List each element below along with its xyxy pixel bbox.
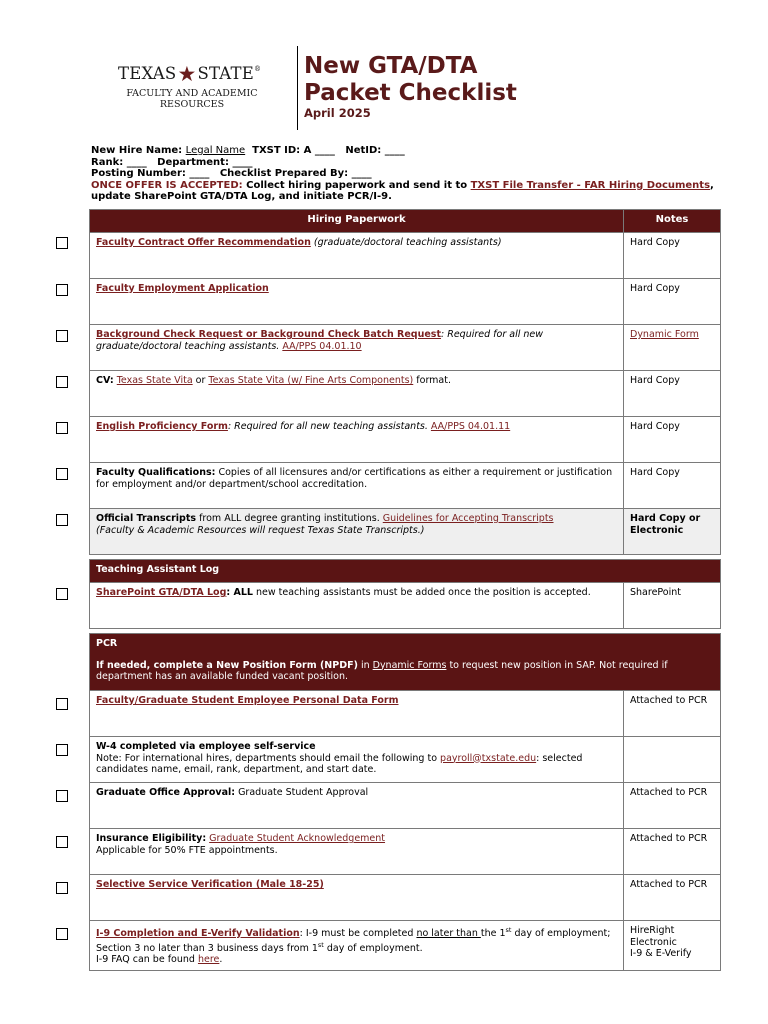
- checkbox-insurance-eligibility[interactable]: [56, 836, 68, 848]
- table-row: English Proficiency Form: Required for all new teaching assistants. AA/PPS 04.01.11: [90, 417, 624, 463]
- row-note: Attached to PCR: [623, 829, 720, 875]
- checkbox-personal-data-form[interactable]: [56, 698, 68, 710]
- table-row: Graduate Office Approval: Graduate Student Approval: [90, 783, 624, 829]
- row-note: Hard Copy: [624, 279, 721, 325]
- checkbox-selective-service[interactable]: [56, 882, 68, 894]
- dynamic-form-link[interactable]: Dynamic Form: [630, 329, 699, 340]
- row-note: Attached to PCR: [623, 783, 720, 829]
- checkbox-graduate-office-approval[interactable]: [56, 790, 68, 802]
- english-proficiency-link[interactable]: English Proficiency Form: [96, 421, 228, 432]
- table-row: Official Transcripts from ALL degree granting institutions. Guidelines for Accepting Transcripts (Faculty & Academic Resources will request Texas State Transcripts.): [90, 509, 624, 555]
- dynamic-forms-link[interactable]: Dynamic Forms: [372, 659, 447, 671]
- row-note: Hard Copy: [624, 417, 721, 463]
- checkbox-cv[interactable]: [56, 376, 68, 388]
- texas-state-vita-link[interactable]: Texas State Vita: [116, 375, 193, 386]
- graduate-acknowledgement-link[interactable]: Graduate Student Acknowledgement: [209, 833, 386, 844]
- sharepoint-log-link[interactable]: SharePoint GTA/DTA Log: [96, 587, 227, 598]
- logo-subtitle: FACULTY AND ACADEMIC RESOURCES: [126, 88, 258, 110]
- table-row: SharePoint GTA/DTA Log: ALL new teaching assistants must be added once the position is accepted.: [90, 583, 624, 629]
- row-note: Attached to PCR: [623, 875, 720, 921]
- hiring-paperwork-table: [89, 209, 721, 555]
- page-title: New GTA/DTA Packet Checklist: [304, 53, 517, 106]
- file-transfer-link[interactable]: TXST File Transfer - FAR Hiring Documents: [470, 179, 711, 191]
- checkbox-employment-application[interactable]: [56, 284, 68, 296]
- row-note: Attached to PCR: [623, 691, 720, 737]
- legal-name-field[interactable]: Legal Name: [185, 145, 246, 156]
- table-row: Background Check Request or Background Check Batch Request: Required for all new graduate/doctoral teaching assistants. AA/PPS 04.01.10: [90, 325, 624, 371]
- aa-pps-040110-link[interactable]: AA/PPS 04.01.10: [282, 340, 362, 352]
- row-note: Hard Copy or Electronic: [624, 509, 721, 555]
- i9-faq-link[interactable]: here: [197, 954, 220, 966]
- row-note: SharePoint: [624, 583, 721, 629]
- contract-offer-link[interactable]: Faculty Contract Offer Recommendation: [96, 237, 311, 248]
- teaching-assistant-log-header: Teaching Assistant Log: [90, 560, 721, 583]
- header-divider: [297, 46, 298, 130]
- payroll-email-link[interactable]: payroll@txstate.edu: [440, 752, 537, 764]
- row-note: [624, 325, 721, 371]
- background-check-link[interactable]: Background Check Request or Background Check Batch Request: [96, 329, 442, 340]
- checkbox-i9-everify[interactable]: [56, 928, 68, 940]
- row-note: Hard Copy: [624, 233, 721, 279]
- table-row: Faculty Contract Offer Recommendation (graduate/doctoral teaching assistants): [90, 233, 624, 279]
- checkbox-sharepoint-log[interactable]: [56, 588, 68, 600]
- checkbox-background-check[interactable]: [56, 330, 68, 342]
- row-note: [623, 737, 720, 783]
- texas-state-logo: [112, 58, 282, 114]
- checkbox-faculty-qualifications[interactable]: [56, 468, 68, 480]
- row-note: Hard Copy: [624, 463, 721, 509]
- pcr-table: [89, 633, 721, 971]
- table-row: [90, 875, 624, 921]
- star-icon: ★: [177, 62, 197, 86]
- table-row: Faculty Qualifications: Copies of all licensures and/or certifications as either a requirement or justification for employment and/or department/school accreditation.: [90, 463, 624, 509]
- pcr-header: PCR If needed, complete a New Position Form (NPDF) in Dynamic Forms to request new position in SAP. Not required if department has an available funded vacant position.: [90, 634, 721, 691]
- checkbox-contract-offer[interactable]: [56, 237, 68, 249]
- table-row: Insurance Eligibility: Graduate Student Acknowledgement Applicable for 50% FTE appointments.: [90, 829, 624, 875]
- aa-pps-040111-link[interactable]: AA/PPS 04.01.11: [430, 421, 511, 432]
- checkbox-english-proficiency[interactable]: [56, 422, 68, 434]
- texas-state-vita-fine-arts-link[interactable]: Texas State Vita (w/ Fine Arts Components): [208, 375, 414, 386]
- notes-header: Notes: [624, 210, 721, 233]
- table-row: CV: Texas State Vita or Texas State Vita (w/ Fine Arts Components) format.: [90, 371, 624, 417]
- table-row: W-4 completed via employee self-service Note: For international hires, departments should email the following to payroll@txstate.edu: selected candidates name, email, rank, department, and start date.: [90, 737, 624, 783]
- hire-info: New Hire Name: Legal Name TXST ID: A ____ NetID: ____ Rank: ____ Department: ____ Posting Number: ____ Checklist Prepared By: ____ ONCE OFFER IS ACCEPTED: Collect hiring paperwork and send it to TXST File Transfer - FAR Hiring Documents, update SharePoint GTA/DTA Log, and initiate PCR/I-9.: [91, 145, 714, 202]
- row-note: Hard Copy: [624, 371, 721, 417]
- table-row: [90, 691, 624, 737]
- selective-service-link[interactable]: Selective Service Verification (Male 18-25): [96, 879, 324, 890]
- employment-application-link[interactable]: Faculty Employment Application: [96, 283, 269, 294]
- table-row: [90, 279, 624, 325]
- row-note: HireRight Electronic I-9 & E-Verify: [623, 921, 720, 971]
- logo-wordmark: TEXAS★STATE®: [118, 62, 262, 86]
- hiring-paperwork-header: Hiring Paperwork: [90, 210, 624, 233]
- teaching-assistant-log-table: [89, 559, 721, 629]
- checkbox-official-transcripts[interactable]: [56, 514, 68, 526]
- checkbox-w4[interactable]: [56, 744, 68, 756]
- page-date: April 2025: [304, 106, 371, 120]
- i9-everify-link[interactable]: I-9 Completion and E-Verify Validation: [96, 928, 300, 940]
- transcript-guidelines-link[interactable]: Guidelines for Accepting Transcripts: [382, 513, 554, 524]
- personal-data-form-link[interactable]: Faculty/Graduate Student Employee Personal Data Form: [96, 695, 399, 706]
- table-row: I-9 Completion and E-Verify Validation: I-9 must be completed no later than the 1st day of employment; Section 3 no later than 3 business days from 1st day of employment. I-9 FAQ can be found here.: [90, 921, 624, 971]
